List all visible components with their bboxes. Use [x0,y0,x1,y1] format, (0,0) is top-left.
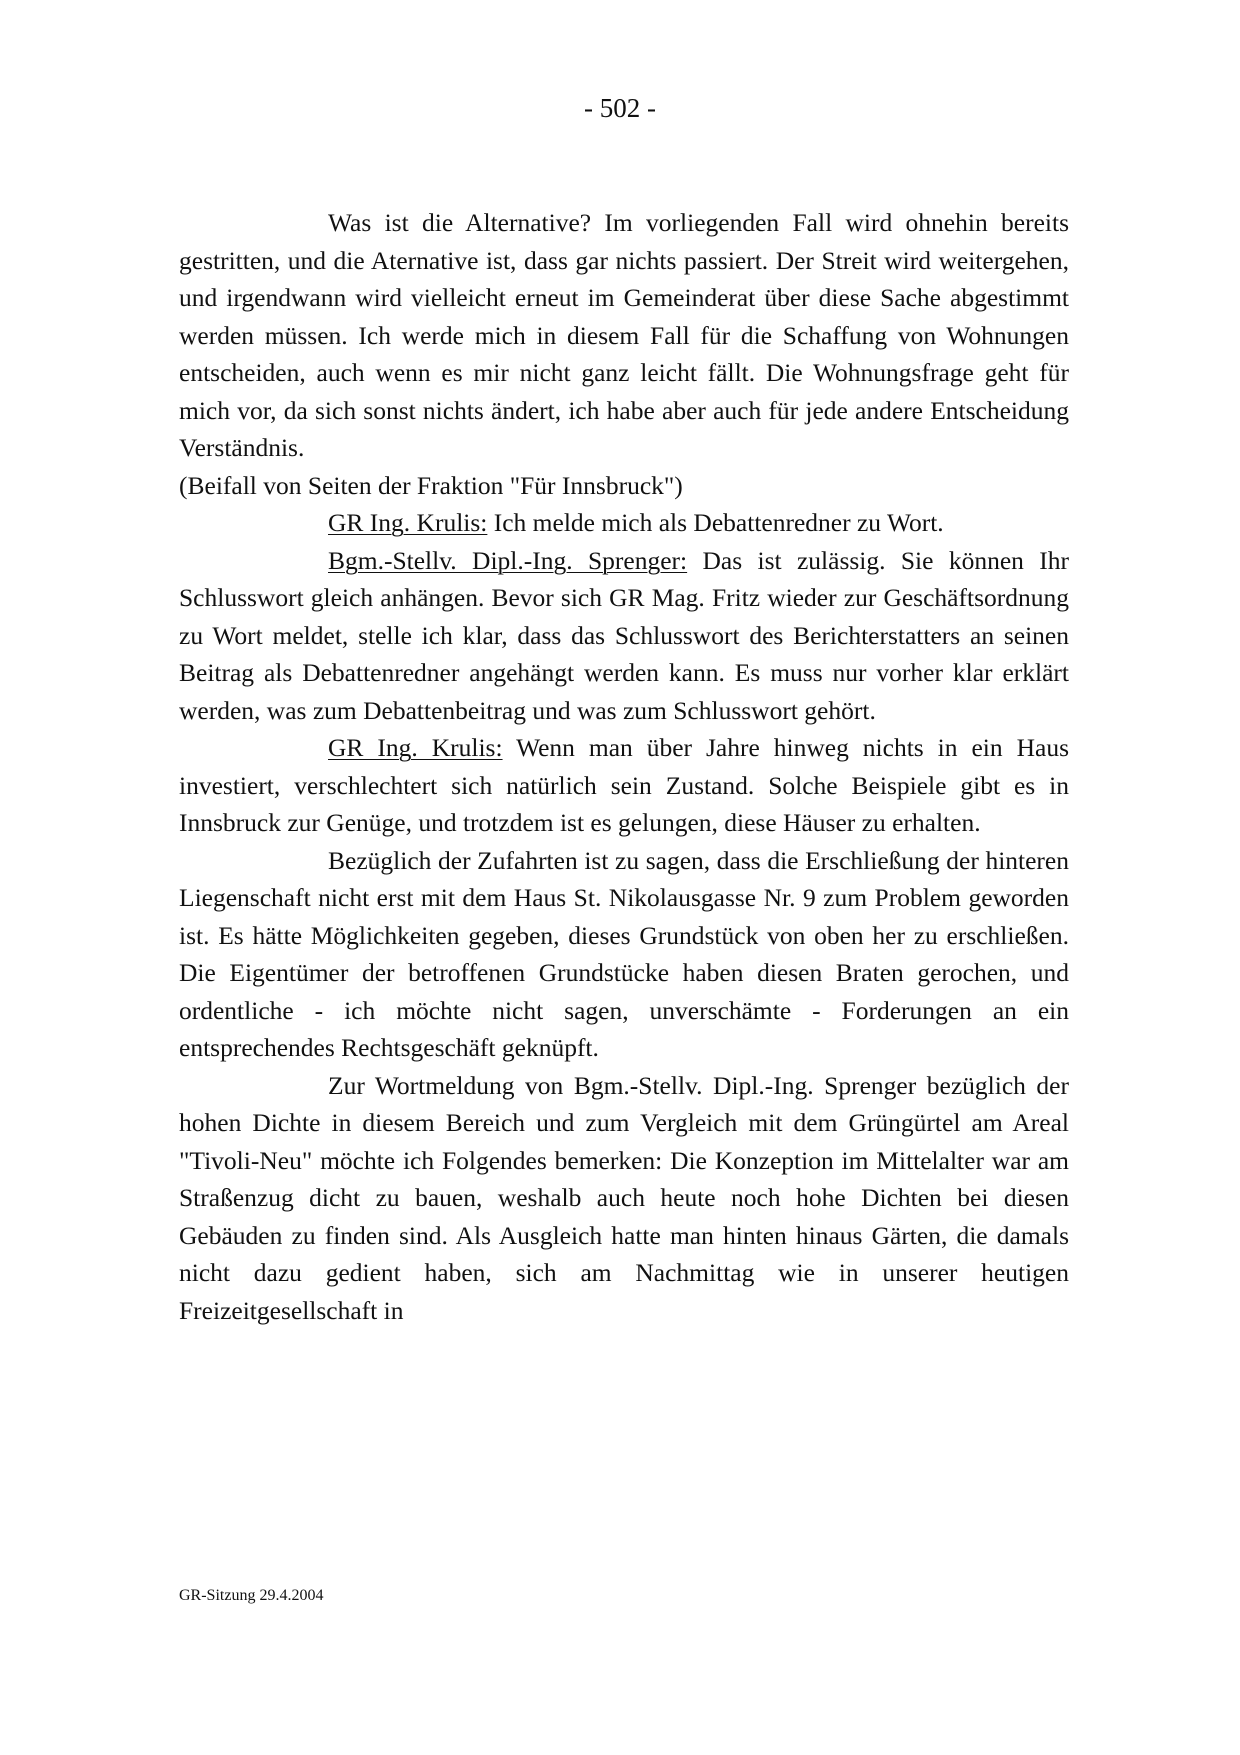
paragraph-text: (Beifall von Seiten der Fraktion "Für Innsbruck") [179,470,683,500]
paragraph-text: Wenn man über Jahre hinweg nichts in ein Haus investiert, verschlechtert sich natürlich sein Zustand. Solche Beispiele gibt es in Innsbruck zur Genüge, und trotzdem ist es gelungen, diese Häuser zu erhalten. [179,733,1070,837]
paragraph-zufahrten [179,842,1069,1067]
page-number: - 502 - [584,93,656,123]
paragraph-sprenger [179,542,1069,730]
speaker-name: Bgm.-Stellv. Dipl.-Ing. Sprenger: [328,545,688,575]
document-body [179,204,1069,1329]
paragraph-text: Ich melde mich als Debattenredner zu Wort. [487,508,944,537]
paragraph-krulis-request [179,504,1069,542]
speaker-name: GR Ing. Krulis: [328,733,503,762]
paragraph-dichte [179,1067,1069,1330]
paragraph-text: Zur Wortmeldung von Bgm.-Stellv. Dipl.-Ing. Sprenger bezüglich der hohen Dichte in diesem Bereich und zum Vergleich mit dem Grüngürtel am Areal "Tivoli-Neu" möchte ich Folgendes bemerken: Die Konzeption im Mittelalter war am Straßenzug dicht zu bauen, weshalb auch heute noch hohe Dichten bei diesen Gebäuden zu finden sind. Als Ausgleich hatte man hinten hinaus Gärten, die damals nicht dazu gedient haben, sich am Nachmittag wie in unserer heutigen Freizeitgesellschaft in [179,1070,1069,1325]
paragraph-text: Was ist die Alternative? Im vorliegenden Fall wird ohnehin bereits gestritten, und die Aternative ist, dass gar nichts passiert. Der Streit wird weitergehen, und irgendwann wird vielleicht erneut im Gemeinderat über diese Sache abgestimmt werden müssen. Ich werde mich in diesem Fall für die Schaffung von Wohnungen entscheiden, auch wenn es mir nicht ganz leicht fällt. Die Wohnungsfrage geht für mich vor, da sich sonst nichts ändert, ich habe aber auch für jede andere Entscheidung Verständnis. [179,208,1069,462]
paragraph-text: Bezüglich der Zufahrten ist zu sagen, dass die Erschließung der hinteren Liegenschaft nicht erst mit dem Haus St. Nikolausgasse Nr. 9 zum Problem geworden ist. Es hätte Möglichkeiten gegeben, dieses Grundstück von oben her zu erschließen. Die Eigentümer der betroffenen Grundstücke haben diesen Braten gerochen, und ordentliche - ich möchte nicht sagen, unverschämte - Forderungen an ein entsprechendes Rechtsgeschäft geknüpft. [179,845,1069,1062]
applause-note [179,467,1069,505]
paragraph-text: Das ist zulässig. Sie können Ihr Schlusswort gleich anhängen. Bevor sich GR Mag. Fritz wieder zur Geschäftsordnung zu Wort meldet, stelle ich klar, dass das Schlusswort des Berichterstatters an seinen Beitrag als Debattenredner angehängt werden kann. Es muss nur vorher klar erklärt werden, was zum Debattenbeitrag und was zum Schlusswort gehört. [179,545,1069,725]
paragraph-krulis-speech [179,729,1069,842]
speaker-name: GR Ing. Krulis: [328,508,488,537]
footer-session-date: GR-Sitzung 29.4.2004 [179,1587,324,1604]
paragraph-alternative [179,204,1069,467]
